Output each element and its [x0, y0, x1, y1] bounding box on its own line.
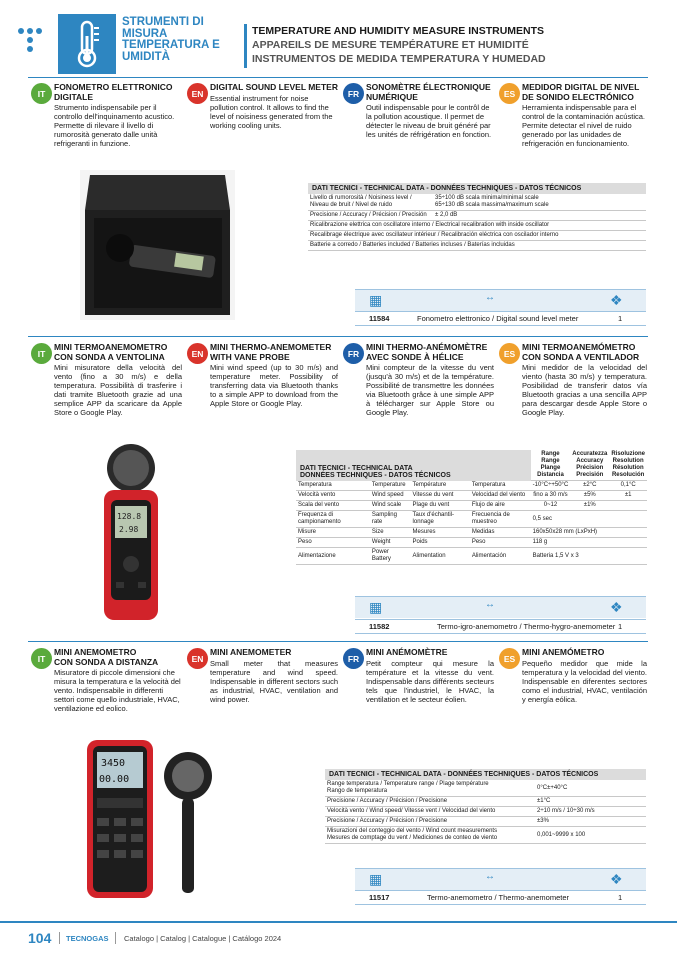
catalog-search-icon: ▦ — [369, 599, 383, 615]
lcd-top: 3450 — [101, 758, 126, 769]
footer-separator — [115, 932, 116, 944]
sound-meter-photo — [80, 170, 235, 320]
brand-logo: TECNOGAS — [66, 934, 109, 943]
tech-table-11582: DATI TECNICI - TECHNICAL DATA DONNÉES TECHNIQUES - DATOS TÉCNICOS Range Range Plange Distancia Accuratezza Accuracy Précision Precisión Risoluzione Resolution Résolution Resolución Temperatura Temperature Température Temperatura -10°C÷+50°C ±2°C 0,1°C Velocità vento Wind speed Vitesse du vent Velocidad del viento fino a 30 m/s ±5% ±1 Scala del vento Wind scale Plage du vent Flujo de aire 0~12 ±1% Frequenza di campionamento Sampling rate Taux d'échantil-lonnage Frecuencia de muestreo 0,5 sec Misure Size Mesures Medidas 160x50x28 mm (LxPxH) Peso Weight Poids Peso 118 g Alimentazione Power Battery Alimentation Alimentación Batteria 1,5 V x 3 — [296, 450, 647, 565]
table-row: Velocità vento / Wind speed/ Vitesse vent / Velocidad del viento 2÷10 m/s / 10÷30 m/s — [325, 807, 646, 817]
product-desc-en: MINI THERMO-ANEMOMETER WITH VANE PROBE Mini wind speed (up to 30 m/s) and temperature meter. Possibility of transferring data via Bluetooth thanks to a simple APP to download from the Apple Store or Google Play. — [210, 342, 338, 408]
footer-separator — [59, 932, 60, 944]
product-icon-bar — [355, 596, 646, 618]
table-row: Alimentazione Power Battery Alimentation Alimentación Batteria 1,5 V x 3 — [296, 548, 647, 565]
lang-badge-it: IT — [31, 343, 52, 364]
catalog-search-icon: ▦ — [369, 871, 383, 887]
lcd-bottom: 00.00 — [99, 774, 130, 785]
section-divider — [28, 641, 648, 642]
lang-badge-it: IT — [31, 648, 52, 669]
table-row: Range temperatura / Temperature range / Plage température Rango de temperatura 0°C±+40°C — [325, 780, 646, 797]
product-desc-fr: MINI THERMO-ANÉMOMÈTRE AVEC SONDE À HÉLICE Mini compteur de la vitesse du vent (jusqu'à 30 m/s) et de la température. Possibilité de transmettre les données via Bluetooth grâce à une simple APP à télécharger sur Apple Store ou Google Play. — [366, 342, 494, 417]
table-row: Recalibrage électrique avec oscillateur intérieur / Recalibración eléctrica con oscilador interno — [308, 231, 646, 241]
product-icon-bar — [355, 868, 646, 890]
product-desc-it: FONOMETRO ELETTRONICO DIGITALE Strumento indispensabile per il controllo dell'inquinamento acustico. Permette di rilevare il livello di rumorosità generato dalle unità refrigeranti in funzione. — [54, 82, 175, 148]
lang-badge-es: ES — [499, 648, 520, 669]
product-desc-en: MINI ANEMOMETER Small meter that measures temperature and wind speed. Indispensable in different sectors such as industrial, HVAC, ventilation and wind power. — [210, 647, 338, 704]
product-desc-en: DIGITAL SOUND LEVEL METER Essential instrument for noise pollution control. It allows to find the level of noisiness generated from the working cooling units. — [210, 82, 338, 130]
product-icon-bar — [355, 289, 646, 311]
table-row: Peso Weight Poids Peso 118 g — [296, 538, 647, 548]
lang-badge-es: ES — [499, 83, 520, 104]
page-title: TEMPERATURE AND HUMIDITY MEASURE INSTRUMENTS — [252, 25, 545, 37]
product-desc-es: MEDIDOR DIGITAL DE NIVEL DE SONIDO ELECTRÓNICO Herramienta indispensable para el control de la contaminación acústica. Permite detectar el nivel de ruido generado por las unidades de refrigeración en funcionamiento. — [522, 82, 645, 148]
section-divider — [28, 336, 648, 337]
thermometer-icon — [58, 14, 116, 74]
table-row: Precisione / Accuracy / Précision / Precisione ±1°C — [325, 797, 646, 807]
table-row: Misurazioni del conteggio del vento / Wind count measurements Mesures de comptage du vent / Mediciones de conteo de viento 0,001~9999 x 100 — [325, 827, 646, 844]
table-row: Batterie a corredo / Batteries included / Batteries incluses / Baterías incluidas — [308, 241, 646, 251]
anemometer-photo — [85, 738, 215, 900]
catalog-label: Catalogo | Catalog | Catalogue | Catálogo 2024 — [124, 934, 282, 943]
product-row-11517: 11517 Termo-anemometro / Thermo-anemometer 1 — [355, 890, 646, 905]
dimensions-icon: ↔ — [485, 599, 495, 610]
package-icon: ❖ — [610, 871, 623, 887]
table-row: Precisione / Accuracy / Précision / Precisión ± 2,0 dB — [308, 211, 646, 221]
lang-badge-it: IT — [31, 83, 52, 104]
dimensions-icon: ↔ — [485, 871, 495, 882]
footer-divider — [0, 921, 677, 923]
lang-badge-fr: FR — [343, 343, 364, 364]
lcd-top: 128.8 — [117, 512, 142, 521]
dimensions-icon: ↔ — [485, 292, 495, 303]
table-row: Livello di rumorosità / Noisiness level / Niveau de bruit / Nivel de ruido 35÷100 dB scala minima/minimal scale 65÷130 dB scala massima/maximum scale — [308, 194, 646, 211]
tech-table-11517: DATI TECNICI - TECHNICAL DATA - DONNÉES TECHNIQUES - DATOS TÉCNICOS Range temperatura / Temperature range / Plage température Rango de temperatura 0°C±+40°C Precisione / Accuracy / Précision / Precisione ±1°C Velocità vento / Wind speed/ Vitesse vent / Velocidad del viento 2÷10 m/s / 10÷30 m/s Precisione / Accuracy / Précision / Precisione ±3% Misurazioni del conteggio del vento / Wind count measurements Mesures de comptage du vent / Mediciones de conteo de viento 0,001~9999 x 100 — [325, 769, 646, 844]
tech-table-11584: DATI TECNICI - TECHNICAL DATA - DONNÉES TECHNIQUES - DATOS TÉCNICOS Livello di rumorosità / Noisiness level / Niveau de bruit / Nivel de ruido 35÷100 dB scala minima/minimal scale 65÷130 dB scala massima/maximum scale Precisione / Accuracy / Précision / Precisión ± 2,0 dB Ricalibrazione elettrica con oscillatore interno / Electrical recalibration with inside oscillator Recalibrage électrique avec oscillateur intérieur / Recalibración eléctrica con oscilador interno Batterie a corredo / Batteries included / Batteries incluses / Baterías incluidas — [308, 183, 646, 251]
header-divider — [244, 24, 247, 68]
thermo-anemometer-photo — [100, 442, 162, 622]
page-number: 104 — [28, 930, 52, 946]
product-desc-fr: MINI ANÉMOMÈTRE Petit compteur qui mesure la température et la vitesse du vent. Indispensable dans différents secteurs tels que l'industriel, le HVAC, la ventilation et le secteur éolien. — [366, 647, 494, 704]
category-title: STRUMENTI DI MISURA TEMPERATURA E UMIDITÀ — [122, 16, 220, 63]
lang-badge-en: EN — [187, 648, 208, 669]
lang-badge-es: ES — [499, 343, 520, 364]
lang-badge-fr: FR — [343, 648, 364, 669]
table-row: Ricalibrazione elettrica con oscillatore interno / Electrical recalibration with inside oscillator — [308, 221, 646, 231]
product-desc-es: MINI ANEMÓMETRO Pequeño medidor que mide la temperatura y la velocidad del viento. Indispensable en diferentes sectores como el industrial, HVAC, ventilación y energía eólica. — [522, 647, 647, 704]
table-row: Scala del vento Wind scale Plage du vent Flujo de aire 0~12 ±1% — [296, 501, 647, 511]
lang-badge-fr: FR — [343, 83, 364, 104]
product-row-11582: 11582 Termo-igro-anemometro / Thermo-hygro-anemometer 1 — [355, 619, 646, 634]
package-icon: ❖ — [610, 599, 623, 615]
lcd-bottom: 2.98 — [119, 525, 139, 534]
page-title-fr: APPAREILS DE MESURE TEMPÉRATURE ET HUMIDITÉ — [252, 39, 529, 51]
product-desc-it: MINI TERMOANEMOMETRO CON SONDA A VENTOLINA Mini misuratore della velocità del vento (fino a 30 m/s) e della temperatura. Possibilità di trasferire i dati tramite Bluetooth grazie ad una semplice APP da scaricare da Apple Store o Google Play. — [54, 342, 182, 417]
table-row: Velocità vento Wind speed Vitesse du vent Velocidad del viento fino a 30 m/s ±5% ±1 — [296, 491, 647, 501]
table-row: Precisione / Accuracy / Précision / Precisione ±3% — [325, 817, 646, 827]
package-icon: ❖ — [610, 292, 623, 308]
lang-badge-en: EN — [187, 343, 208, 364]
table-row: Misure Size Mesures Medidas 160x50x28 mm (LxPxH) — [296, 528, 647, 538]
table-row: Frequenza di campionamento Sampling rate Taux d'échantil-lonnage Frecuencia de muestreo 0,5 sec — [296, 511, 647, 528]
table-row: Temperatura Temperature Température Temperatura -10°C÷+50°C ±2°C 0,1°C — [296, 481, 647, 491]
product-desc-es: MINI TERMOANEMÓMETRO CON SONDA A VENTILADOR Mini medidor de la velocidad del viento (hasta 30 m/s) y temperatura. Posibilidad de transferir datos vía Bluetooth gracias a una sencilla APP para descargar desde Apple Store o Google Play. — [522, 342, 647, 417]
page-title-es: INSTRUMENTOS DE MEDIDA TEMPERATURA Y HUMEDAD — [252, 53, 546, 65]
product-desc-it: MINI ANEMOMETRO CON SONDA A DISTANZA Misuratore di piccole dimensioni che misura la temperatura e la velocità del vento. Indispensabile in differenti settori come quello industriale, HVAC, ventilazione ed eolico. — [54, 647, 181, 713]
section-divider — [28, 77, 648, 78]
lang-badge-en: EN — [187, 83, 208, 104]
category-dots-icon — [18, 28, 48, 52]
product-desc-fr: SONOMÈTRE ÉLECTRONIQUE NUMÉRIQUE Outil indispensable pour le contrôl de la pollution acoustique. Il permet de détecter le niveau de bruit généré par les unités de réfrigération en fonction. — [366, 82, 492, 139]
catalog-search-icon: ▦ — [369, 292, 383, 308]
product-row-11584: 11584 Fonometro elettronico / Digital sound level meter 1 — [355, 311, 646, 326]
